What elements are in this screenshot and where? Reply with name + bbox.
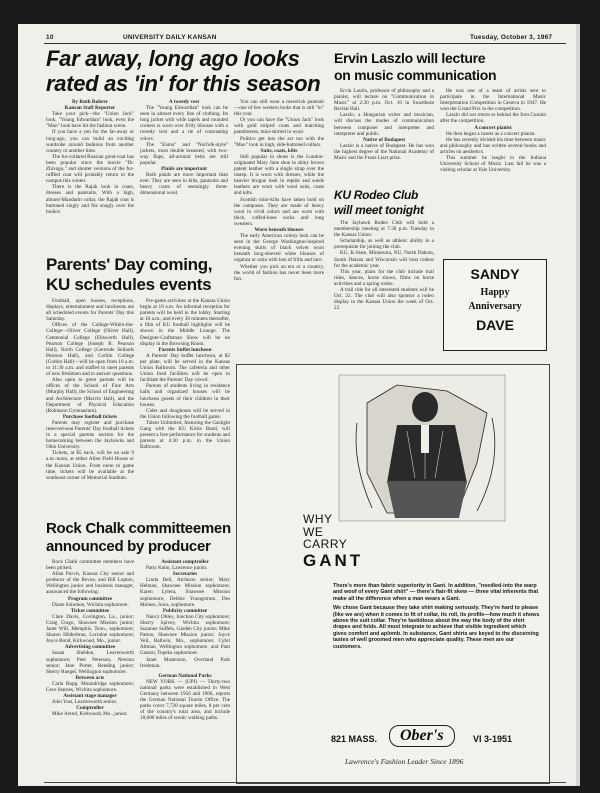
rockchalk-section-title: Ticket committee <box>70 607 110 614</box>
store-logo <box>389 725 455 747</box>
man-legs <box>387 481 467 518</box>
anniversary-happy: Happy <box>480 287 510 298</box>
parents-paragraph: Also open to greet parents will be offices of the School of Fine Arts (Murphy Hall), the School of Engineering and Architecture (Marvin Hall), and the Department of Physical Education (Robinson Gymnasium). <box>46 377 134 414</box>
rockchalk-section-text: Clare Davis, Covington, La., junior; Craig Crago, Shawnee Mission junior; Janet Will, Memphis, Tenn., sophomore; Sharon Hilderbran, Lorraine sophomore; Joyce Bond, Kirkwood, Mo., junior. <box>46 613 134 645</box>
parents-column-1 <box>46 298 134 516</box>
fashion-subhead: Worn beneath blouses <box>254 226 304 233</box>
rockchalk-section-text: Janet Masterson, Overland Park freshman. <box>140 656 230 669</box>
parents-subhead: Parents buffet luncheon <box>158 346 212 353</box>
anniversary-word: Anniversary <box>468 301 522 312</box>
rockchalk-section-text: Nancy Obley, Junction City sophomore; Sherry Spivey, Wichita sophomore; Suzanne Suffels, Garden City junior; Mike Patton, Shawnee Mission junior; Joyce Veil, Ballwin, Mo., sophomore; Cybil Altman, Wellington sophomore, and Pam Gaston, Topeka sophomore. <box>140 613 230 657</box>
parents-paragraph: Pre-game activities at the Kansas Union begin at 10 a.m. An informal reception for parents will be held in the lobby. Starting at 10 a.m., and every 30 minutes thereafter, a film of KU football highlights will be shown in the Middle Lounge. The Designer-Craftsman Show will be on display in the Browsing Room. <box>140 298 230 347</box>
footer-rule <box>44 782 566 783</box>
parks-headline: German National Parks <box>158 672 212 679</box>
parks-paragraph: NEW YORK — (UPI) — Thirty-two national parks were established in West Germany between 1956 and 1966, reports the German National Tourist Office. The parks cover 7,720 square miles, 8 per cent of the country's total area, and include 18,600 miles of scenic walking paths. <box>140 678 230 722</box>
rodeo-paragraph: This year, plans for the club include trail rides, dances, horse shows, films on horse activities and a spring rodeo. <box>334 268 434 287</box>
rockchalk-paragraph: Allan Purvis, Kansas City senior and producer of the Revue, and Bill Lupton, Wellington junior and business manager, announced the following: <box>46 571 134 596</box>
fashion-paragraph: Take your pick—the "Union Jack" look, "Young Edwardian" look, even the "Mao" look have hit the fashion scene. <box>46 111 134 130</box>
fashion-paragraph: Whether you pick an era or a country, the world of fashion has never been more fun. <box>234 263 324 282</box>
fashion-column-3 <box>234 99 324 359</box>
rodeo-column <box>334 220 434 360</box>
rockchalk-paragraph: Rock Chalk committee members have been picked. <box>46 559 134 572</box>
laszlo-paragraph: He then began a career as a concert pianist. <box>446 130 536 137</box>
fashion-subhead: Plaids are important <box>161 166 207 173</box>
rodeo-paragraph: KU, K-State, Minnesota, NU, North Dakota, South Dakota and Wisconsin will host rodeos for the academic year. <box>334 250 434 269</box>
rockchalk-section-title: Advertising committee <box>64 644 116 651</box>
fashion-paragraph: There is the Rajah look in coats, dresses and pantsuits. With a high, almost-Mandarin collar, the Rajah coat is buttoned singly and fits snugly over the bodice. <box>46 184 134 215</box>
rockchalk-section-title: Assistant comptroller <box>161 559 209 565</box>
man-head <box>412 392 438 422</box>
laszlo-column-1 <box>334 88 434 174</box>
rockchalk-column-1 <box>46 559 134 781</box>
gant-advertisement <box>236 364 550 784</box>
laszlo-paragraph: He has recently divided his time between music and philosophy and has written several books and articles on aesthetics. <box>440 136 546 155</box>
fashion-subhead: A tweedy vest <box>168 99 200 105</box>
gant-title-why: WHY <box>303 512 333 526</box>
fashion-byline-role: Kansan Staff Reporter <box>64 105 116 112</box>
parents-headline-1: Parents' Day coming, <box>46 255 213 274</box>
laszlo-paragraph: Ervin Laszlo, professor of philosophy and a pianist, will lecture on "Communication in Music" at 2:30 p.m. Oct. 10 in Swarthout Recital Hall. <box>334 88 434 113</box>
rockchalk-column-2 <box>140 559 230 781</box>
store-logo-text: Ober's <box>400 727 444 744</box>
header-rule <box>44 43 566 44</box>
anniversary-name-2: DAVE <box>476 317 514 333</box>
rockchalk-headline-1: Rock Chalk committeemen <box>46 520 231 537</box>
laszlo-paragraph: This summer he taught in the Indiana University School of Music. Last fall he was a visiting scholar at Yale University. <box>440 155 546 174</box>
rockchalk-section-text: Patty Kuhn, Lawrence junior. <box>146 565 208 572</box>
laszlo-subhead: Native of Budapest <box>362 136 406 143</box>
rockchalk-section-text: John Yust, Leavenworth senior. <box>52 699 118 706</box>
laszlo-paragraph: Laszlo did not return to behind the Iron Curtain after the competition. <box>440 112 546 125</box>
fashion-paragraph: The "Young Edwardian" look can be seen in almost every line of clothing. Its long jacket with wide lapels and rounded corners is worn over frilly blouses with a tweedy vest and a tie of contrasting colors. <box>140 105 228 142</box>
fashion-paragraph: Politics get into the act too with the "Mao" look in high, side-buttoned collars. <box>234 135 324 148</box>
rockchalk-section-title: Comptroller <box>76 705 104 712</box>
fashion-paragraph: If you have a yen for the far-away or long-ago, you can build an exciting wardrobe around fashions from another country or another time. <box>46 129 134 154</box>
parents-subhead: Purchase football tickets <box>62 413 118 420</box>
rodeo-headline-1: KU Rodeo Club <box>334 188 419 202</box>
fashion-byline: By Ruth Rohrer <box>72 99 108 105</box>
parents-column-2 <box>140 298 230 516</box>
gant-brand: GANT <box>303 550 364 570</box>
gant-copy-paragraph: We chose Gant because they take shirt making seriously. They're hard to please (like we are) when it comes to fit of collar, its roll, its profile—how much it shows above the suit collar. They're fastidious about the way the body of the shirt drapes and folds. All must integrate to achieve that visible ingredient which gives comfort and aplomb. In substance, Gant shirts are keyed to the discerning tastes of well groomed men who appreciate quality. These men are our customers. <box>333 605 540 650</box>
fashion-paragraph: The early American colony look can be seen in the George Washington-inspired evening skirts of black velvet worn beneath long-sleeved white blouses of organza or satin with lots of frills and lace. <box>234 233 324 264</box>
paper-name: UNIVERSITY DAILY KANSAN <box>123 34 217 41</box>
rodeo-paragraph: Scholarship, as well as athletic ability in a prerequisite for joining the club. <box>334 238 434 251</box>
gant-copy <box>333 583 541 650</box>
fashion-paragraph: The fur-collared Russian great-coat has been popular since the movie "Dr. Zhivago," and shorter versions of the fur-ruffled coat will probably return to the campus this winter. <box>46 153 134 185</box>
anniversary-name-1: SANDY <box>470 266 520 282</box>
shirt-tie <box>421 425 429 453</box>
parents-headline-2: KU schedules events <box>46 275 212 294</box>
page-number: 10 <box>46 34 54 41</box>
fashion-paragraph: Scottish mini-kilts have taken hold on the campuses. They are made of heavy wool in vivid colors and are worn with thick, cuffed-knee socks and long sweaters. <box>234 196 324 227</box>
fashion-column-1 <box>46 99 134 251</box>
issue-date: Tuesday, October 3, 1967 <box>470 34 553 41</box>
laszlo-headline-1: Ervin Laszlo will lecture <box>334 50 486 66</box>
store-phone: VI 3-1951 <box>473 734 513 744</box>
man-illustration <box>337 373 507 523</box>
fashion-paragraph: You can still wear a maverick pantsuit—one of few western looks that is still "in" this year. <box>234 99 324 118</box>
rockchalk-section-text: Diane Solomon, Wichita sophomore. <box>52 601 129 608</box>
rockchalk-section-title: Assistant stage manager <box>63 693 117 700</box>
parents-paragraph: Offices of the College-Within-the-College—Oliver College (Oliver Hall), Centennial College (Ellsworth Hall), Pearson College (Joseph R. Pearson Hall), North College (Gertrude Sellards Pearson Hall), and Corbin College (Corbin Hall)—will be open from 10 a.m. to 11:30 a.m. and staffed to meet parents of new freshmen and to answer questions. <box>46 322 134 378</box>
rockchalk-section-text: Carla Rupp, Moundridge sophomore; Cece Starnes, Wichita sophomore. <box>46 680 134 693</box>
scan-edge <box>576 24 580 786</box>
gant-title-carry: CARRY <box>303 537 348 551</box>
rockchalk-section-title: Program committee <box>67 595 113 602</box>
gant-headline <box>303 513 363 571</box>
rodeo-headline-2: will meet tonight <box>334 203 424 217</box>
fashion-paragraph: Still popular in shoes is the London-originated Mary Jane shoe in shiny brown patent leather with a single strap over the instep. It is worn with dresses, while the heavier brogue look in reptile and suede leathers are worn with wool suits, coats and kilts. <box>234 153 324 197</box>
fashion-paragraph: Or you can have the "Union Jack" look with gold striped coats and matching pantdresses, mini-skirted in wool. <box>234 117 324 136</box>
rockchalk-section-title: Secretaries <box>172 571 198 578</box>
fashion-paragraph: Both plaids are more important than ever. They are seen in kilts, pantsuits and heavy coats of seemingly three-dimensional wool. <box>140 172 228 197</box>
rockchalk-headline-2: announced by producer <box>46 538 211 555</box>
laszlo-paragraph: He was one of a team of artists sent to participate in the International Music Interpretation Competition in Geneva in 1947. He won the Grand Prix in the competition. <box>440 88 546 113</box>
parents-paragraph: Parents of students living in residence halls and organized houses will be luncheon guests of their children in their houses. <box>140 383 230 408</box>
store-tagline: Lawrence's Fashion Leader Since 1896 <box>345 757 464 766</box>
rockchalk-section-text: Linda Bell, Atchison senior; Mary Helman, Shawnee Mission sophomore; Karen Lylera, Shawnee Mission sophomore; Debbie Youngstrom, Des Moines, Iowa, sophomore. <box>140 577 230 608</box>
fashion-column-2 <box>140 99 228 251</box>
fashion-headline-2: rated as 'in' for this season <box>46 71 321 96</box>
fashion-paragraph: The "Eaton" and "Norfolk-style" jackets, most double breasted, with two-way flaps, all-around belts are still popular. <box>140 141 228 166</box>
laszlo-subhead: A concert pianist <box>474 124 512 131</box>
fashion-headline-1: Far away, long ago looks <box>46 46 300 71</box>
laszlo-column-2 <box>440 88 546 248</box>
parents-paragraph: A Parents' Day buffet luncheon, at $2 per plate, will be served in the Kansas Union Ballroom. The cafeteria and other Union food facilities will be open to facilitate the Parents' Day crowd. <box>140 352 230 384</box>
gant-title-we: WE <box>303 524 324 539</box>
rockchalk-section-title: Between acts <box>75 674 105 681</box>
rockchalk-section-text: Mike Arend, Kirkwood, Mo., junior. <box>52 711 128 718</box>
laszlo-paragraph: Laszlo, a Hungarian writer and musician, will discuss the modes of communication between composer and interpreter and interpreter and public. <box>334 112 434 137</box>
store-address: 821 MASS. <box>331 734 378 744</box>
rockchalk-section-text: Susan Sheldon, Leavenworth sophomore; Pete Peterson, Newton senior; Jane Porter, Reeding junior; Sherry Ruegel, Wellington sophomore. <box>46 650 134 675</box>
parents-paragraph: Cider and doughnuts will be served in the Union following the football game. <box>140 407 230 420</box>
laszlo-paragraph: Laszlo is a native of Budapest. He has won the highest degree of the National Academy of Music and the Franz Liszt prize. <box>334 142 434 162</box>
parents-paragraph: Football, open houses, receptions, displays, entertainment and luncheons are all scheduled events for Parents' Day this Saturday. <box>46 298 134 323</box>
fashion-subhead: Suits, coats, kilts <box>260 147 298 154</box>
rodeo-paragraph: A trail ride for all interested students will be Oct. 22. The club will also sponsor a rodeo display in the Kansas Union the week of Oct. 22. <box>334 287 434 312</box>
newspaper-page <box>18 24 580 786</box>
laszlo-headline-2: on music communication <box>334 67 497 83</box>
anniversary-notice <box>443 259 547 351</box>
parents-paragraph: Talent Unlimited, featuring the Gaslight Gang with the KU Kicks Band, will present a free performance for students and parents at 4:30 p.m. in the Union Ballroom. <box>140 419 230 451</box>
rockchalk-section-title: Publicity committee <box>162 607 208 614</box>
parents-paragraph: Parents may register and purchase reserved-seat Parents' Day football tickets in a special parents section for the homecoming between the Jayhawks and Ohio University. <box>46 419 134 451</box>
parents-paragraph: Tickets, at $5 each, will be on sale 9 a.m.-noon, at either Allen Field House or the Kansas Union. From noon to game time, tickets will be available at the southeast corner of Memorial Stadium. <box>46 450 134 481</box>
gant-copy-paragraph: There's more than fabric superiority in Gant. In addition, "needled-into the warp and woof of every Gant shirt" — there's flair-fit skew — three vital inherents that make all the difference when a man wears a Gant. <box>333 583 539 602</box>
rodeo-paragraph: The Jayhawk Rodeo Club will hold a membership meeting at 7:30 p.m. Tuesday in the Kansas Union. <box>334 220 434 239</box>
